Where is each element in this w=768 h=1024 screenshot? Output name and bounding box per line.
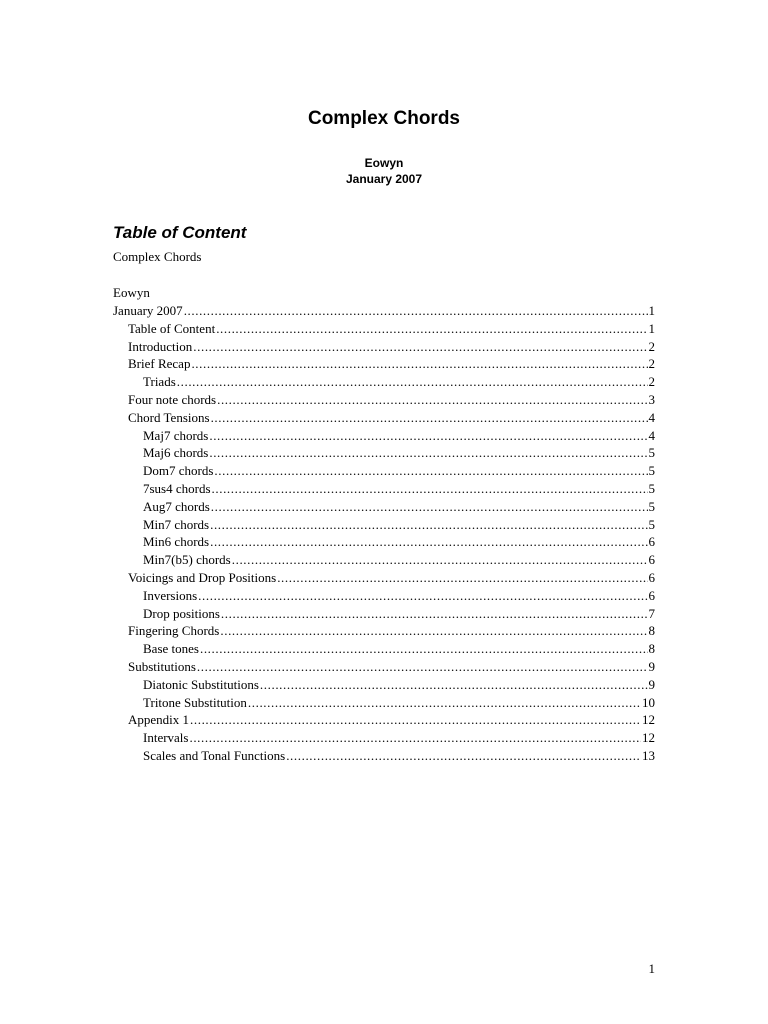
toc-leader-dots [198,587,647,605]
toc-entry-page: 6 [648,569,655,585]
toc-entry-label: Four note chords [128,391,217,407]
toc-entry-label: Table of Content [128,320,216,336]
toc-leader-dots [210,516,647,534]
toc-entry-label: Introduction [128,338,193,354]
toc-entry[interactable] [113,711,655,729]
toc-leader-dots [216,320,647,338]
document-date: January 2007 [345,172,423,186]
toc-leader-dots [248,694,641,712]
toc-entry-label: Intervals [143,730,189,746]
toc-entry-label: Maj6 chords [143,445,209,461]
toc-leader-dots [210,533,647,551]
toc-leader-dots [211,498,648,516]
toc-entry-page: 5 [648,463,655,479]
toc-entry-page: 5 [648,516,655,532]
toc-entry-page: 7 [648,605,655,621]
toc-entry-page: 6 [648,587,655,603]
toc-entry-label: 7sus4 chords [143,480,211,496]
toc-leader-dots [214,462,647,480]
toc-leader-dots [190,711,641,729]
toc-entry[interactable] [113,409,655,427]
toc-entry-page: 2 [648,374,655,390]
toc-entry-label: Scales and Tonal Functions [143,747,286,763]
toc-leader-dots [211,409,648,427]
toc-entry-page: 3 [648,391,655,407]
toc-leader-dots [232,551,648,569]
toc-plain-title: Complex Chords [113,249,202,264]
toc-entry-page: 12 [642,730,655,746]
toc-entry-page: 2 [648,356,655,372]
toc-entry-label: Fingering Chords [128,623,220,639]
toc-leader-dots [220,622,647,640]
toc-leader-dots [184,302,648,320]
toc-entry[interactable] [113,605,655,623]
toc-entry-label: Min6 chords [143,534,210,550]
toc-entry[interactable] [113,729,655,747]
toc-entry[interactable] [113,320,655,338]
page-number: 1 [648,961,655,976]
toc-leader-dots [197,658,648,676]
toc-leader-dots [177,373,648,391]
toc-entry[interactable] [113,516,655,534]
toc-leader-dots [200,640,648,658]
toc-leader-dots [193,338,647,356]
toc-heading: Table of Content [113,223,247,242]
toc-leader-dots [212,480,648,498]
toc-entry-page: 5 [648,480,655,496]
toc-entry-page: 8 [648,623,655,639]
toc-entry-page: 10 [642,694,655,710]
toc-leader-dots [189,729,641,747]
toc-entry[interactable] [113,498,655,516]
toc-leader-dots [191,355,647,373]
toc-entry-label: Base tones [143,641,199,657]
toc-entry-page: 1 [648,303,655,318]
table-of-contents [113,302,655,765]
toc-entry-label: Aug7 chords [143,498,210,514]
toc-entry[interactable] [113,658,655,676]
toc-entry-label: Dom7 chords [143,463,214,479]
toc-entry[interactable] [113,551,655,569]
toc-entry-label: Substitutions [128,658,196,674]
toc-entry[interactable] [113,640,655,658]
toc-entry-page: 2 [648,338,655,354]
toc-entry[interactable] [113,480,655,498]
toc-entry-label: Min7(b5) chords [143,552,231,568]
toc-entry-page: 9 [648,676,655,692]
toc-entry[interactable] [113,533,655,551]
document-title: Complex Chords [307,108,461,129]
toc-leader-dots [209,444,647,462]
toc-entry[interactable] [113,391,655,409]
toc-entry[interactable] [113,355,655,373]
toc-entry[interactable] [113,427,655,445]
toc-entry-page: 5 [648,498,655,514]
toc-entry[interactable] [113,462,655,480]
toc-entry-label: January 2007 [113,303,183,318]
toc-entry[interactable] [113,569,655,587]
toc-entry[interactable] [113,676,655,694]
toc-entry-page: 6 [648,552,655,568]
toc-entry[interactable] [113,444,655,462]
toc-entry-label: Brief Recap [128,356,191,372]
toc-plain-author: Eowyn [113,285,150,300]
toc-leader-dots [277,569,647,587]
toc-leader-dots [209,427,647,445]
toc-entry-page: 9 [648,658,655,674]
toc-entry-label: Appendix 1 [128,712,190,728]
toc-entry-page: 4 [648,427,655,443]
toc-entry-label: Triads [143,374,176,390]
toc-entry-label: Maj7 chords [143,427,209,443]
toc-entry-page: 1 [648,320,655,336]
toc-entry-label: Voicings and Drop Positions [128,569,277,585]
toc-entry-page: 13 [642,747,655,763]
toc-entry-page: 6 [648,534,655,550]
toc-entry-label: Diatonic Substitutions [143,676,259,692]
toc-leader-dots [260,676,648,694]
toc-entry-page: 4 [648,409,655,425]
toc-entry-label: Min7 chords [143,516,210,532]
toc-entry[interactable] [113,373,655,391]
toc-entry-label: Inversions [143,587,198,603]
toc-entry[interactable] [113,587,655,605]
toc-entry[interactable] [113,694,655,712]
toc-entry-label: Tritone Substitution [143,694,247,710]
toc-entry[interactable] [113,747,655,765]
toc-entry[interactable] [113,302,655,320]
document-author: Eowyn [364,156,404,170]
toc-leader-dots [286,747,641,765]
toc-entry-label: Drop positions [143,605,220,621]
toc-entry[interactable] [113,622,655,640]
toc-entry-label: Chord Tensions [128,409,210,425]
toc-entry-page: 12 [642,712,655,728]
toc-leader-dots [217,391,647,409]
toc-leader-dots [221,605,648,623]
toc-entry[interactable] [113,338,655,356]
toc-entry-page: 5 [648,445,655,461]
toc-entry-page: 8 [648,641,655,657]
